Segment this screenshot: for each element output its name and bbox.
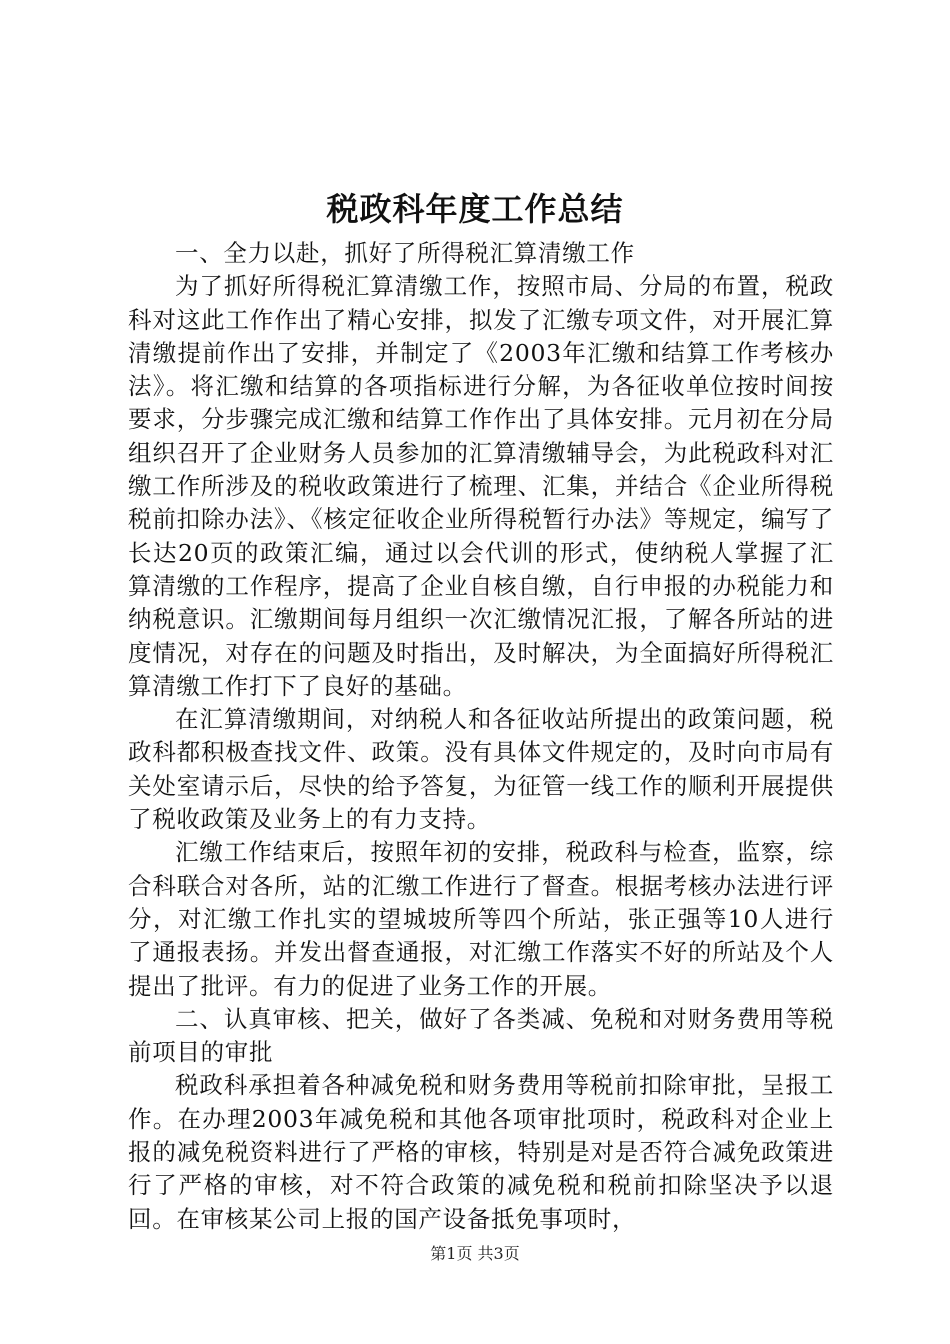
page-footer: 第1页 共3页 [430, 1244, 520, 1263]
document-body [128, 237, 834, 1236]
section-heading-1: 一、全力以赴，抓好了所得税汇算清缴工作 [175, 239, 635, 267]
document-title: 税政科年度工作总结 [326, 190, 624, 228]
body-paragraph: 税政科承担着各种减免税和财务费用等税前扣除审批，呈报工作。在办理2003年减免税和其他各项审批项时，税政科对企业上报的减免税资料进行了严格的审核，特别是对是否符合减免政策进行了严格的审核，对不符合政策的减免税和税前扣除坚决予以退回。在审核某公司上报的国产设备抵免事项时， [128, 1071, 834, 1233]
body-paragraph: 在汇算清缴期间，对纳税人和各征收站所提出的政策问题，税政科都积极查找文件、政策。没有具体文件规定的，及时向市局有关处室请示后，尽快的给予答复，为征管一线工作的顺利开展提供了税收政策及业务上的有力支持。 [128, 705, 834, 834]
section-heading-2: 二、认真审核、把关，做好了各类减、免税和对财务费用等税前项目的审批 [128, 1004, 834, 1067]
body-paragraph: 为了抓好所得税汇算清缴工作，按照市局、分局的布置，税政科对这此工作作出了精心安排，拟发了汇缴专项文件，对开展汇算清缴提前作出了安排，并制定了《2003年汇缴和结算工作考核办法》。将汇缴和结算的各项指标进行分解，为各征收单位按时间按要求，分步骤完成汇缴和结算工作作出了具体安排。元月初在分局组织召开了企业财务人员参加的汇算清缴辅导会，为此税政科对汇缴工作所涉及的税收政策进行了梳理、汇集，并结合《企业所得税税前扣除办法》、《核定征收企业所得税暂行办法》等规定，编写了长达20页的政策汇编，通过以会代训的形式，使纳税人掌握了汇算清缴的工作程序，提高了企业自核自缴，自行申报的办税能力和纳税意识。汇缴期间每月组织一次汇缴情况汇报，了解各所站的进度情况，对存在的问题及时指出，及时解决，为全面搞好所得税汇算清缴工作打下了良好的基础。 [128, 272, 834, 700]
body-paragraph: 汇缴工作结束后，按照年初的安排，税政科与检查，监察，综合科联合对各所，站的汇缴工作进行了督查。根据考核办法进行评分，对汇缴工作扎实的望城坡所等四个所站，张正强等10人进行了通报表扬。并发出督查通报，对汇缴工作落实不好的所站及个人提出了批评。有力的促进了业务工作的开展。 [128, 838, 834, 1000]
